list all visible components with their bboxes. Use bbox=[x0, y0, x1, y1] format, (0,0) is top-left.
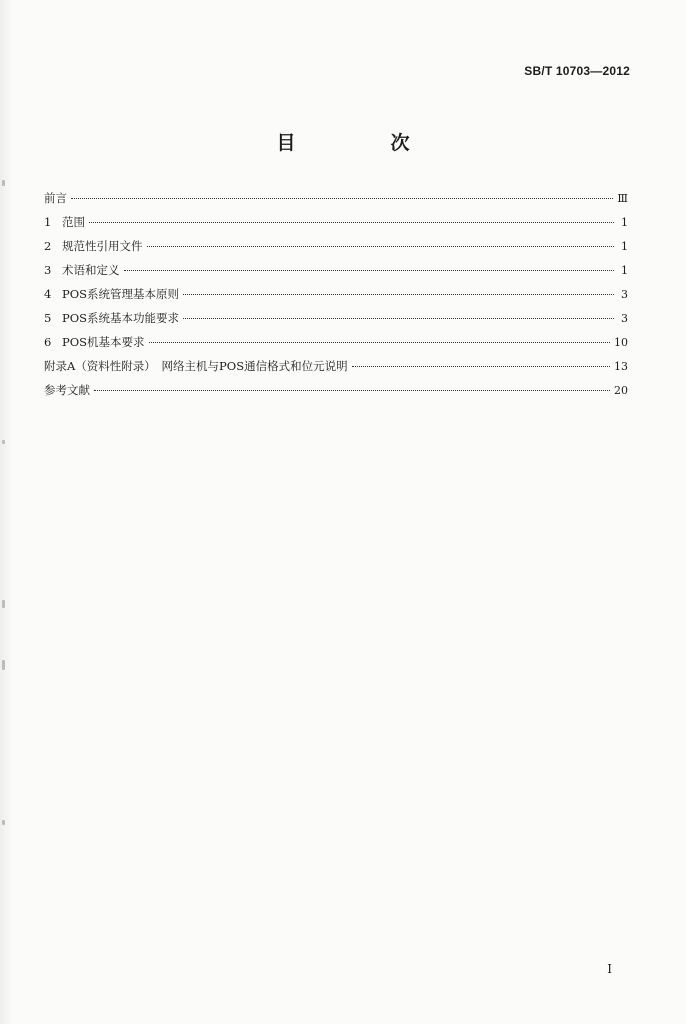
toc-entry-number: 3 bbox=[44, 263, 52, 277]
toc-entry[interactable] bbox=[44, 310, 628, 334]
toc-entry-label: 参考文献 bbox=[44, 383, 90, 397]
toc-leader-dots bbox=[94, 390, 610, 391]
toc-entry-label: POS系统管理基本原则 bbox=[62, 287, 180, 301]
toc-leader-dots bbox=[71, 198, 613, 199]
toc-entry-page: 3 bbox=[621, 288, 628, 301]
scan-speck bbox=[2, 600, 5, 608]
page-number: I bbox=[607, 962, 612, 976]
toc-leader-dots bbox=[183, 294, 614, 295]
toc-entry[interactable] bbox=[44, 334, 628, 358]
toc-entry-page: 10 bbox=[614, 336, 628, 349]
toc-entry-label: 前言 bbox=[44, 191, 67, 205]
toc-leader-dots bbox=[147, 246, 615, 247]
toc-entry-number: 2 bbox=[44, 239, 52, 253]
standard-code: SB/T 10703—2012 bbox=[524, 64, 630, 78]
scan-speck bbox=[2, 660, 5, 670]
toc-entry-number: 4 bbox=[44, 287, 52, 301]
toc-entry[interactable] bbox=[44, 190, 628, 214]
toc-entry[interactable] bbox=[44, 358, 628, 382]
toc-entry[interactable] bbox=[44, 214, 628, 238]
toc-entry-number: 1 bbox=[44, 215, 52, 229]
toc-entry-page: 13 bbox=[614, 360, 628, 373]
toc-entry[interactable] bbox=[44, 382, 628, 406]
toc-entry[interactable] bbox=[44, 286, 628, 310]
toc-entry[interactable] bbox=[44, 238, 628, 262]
toc-entry-number: 6 bbox=[44, 335, 52, 349]
toc-entry-label: 术语和定义 bbox=[62, 263, 120, 277]
table-of-contents bbox=[44, 190, 628, 406]
toc-leader-dots bbox=[183, 318, 614, 319]
toc-entry-label: 规范性引用文件 bbox=[62, 239, 143, 253]
page-title: 目 次 bbox=[276, 132, 448, 154]
toc-leader-dots bbox=[124, 270, 615, 271]
toc-entry-label: 附录A（资料性附录） 网络主机与POS通信格式和位元说明 bbox=[44, 359, 348, 373]
toc-entry-label: 范围 bbox=[62, 215, 85, 229]
toc-entry-page: Ⅲ bbox=[617, 192, 628, 205]
toc-entry-page: 1 bbox=[621, 264, 628, 277]
scan-speck bbox=[2, 440, 5, 444]
scan-speck bbox=[2, 180, 5, 186]
toc-entry-label: POS系统基本功能要求 bbox=[62, 311, 180, 325]
toc-leader-dots bbox=[352, 366, 610, 367]
toc-leader-dots bbox=[89, 222, 614, 223]
toc-entry-page: 1 bbox=[621, 240, 628, 253]
toc-entry-label: POS机基本要求 bbox=[62, 335, 145, 349]
scan-speck bbox=[2, 820, 5, 825]
toc-entry-page: 20 bbox=[614, 384, 628, 397]
toc-entry-page: 1 bbox=[621, 216, 628, 229]
toc-entry-page: 3 bbox=[621, 312, 628, 325]
toc-entry[interactable] bbox=[44, 262, 628, 286]
toc-leader-dots bbox=[149, 342, 610, 343]
toc-entry-number: 5 bbox=[44, 311, 52, 325]
